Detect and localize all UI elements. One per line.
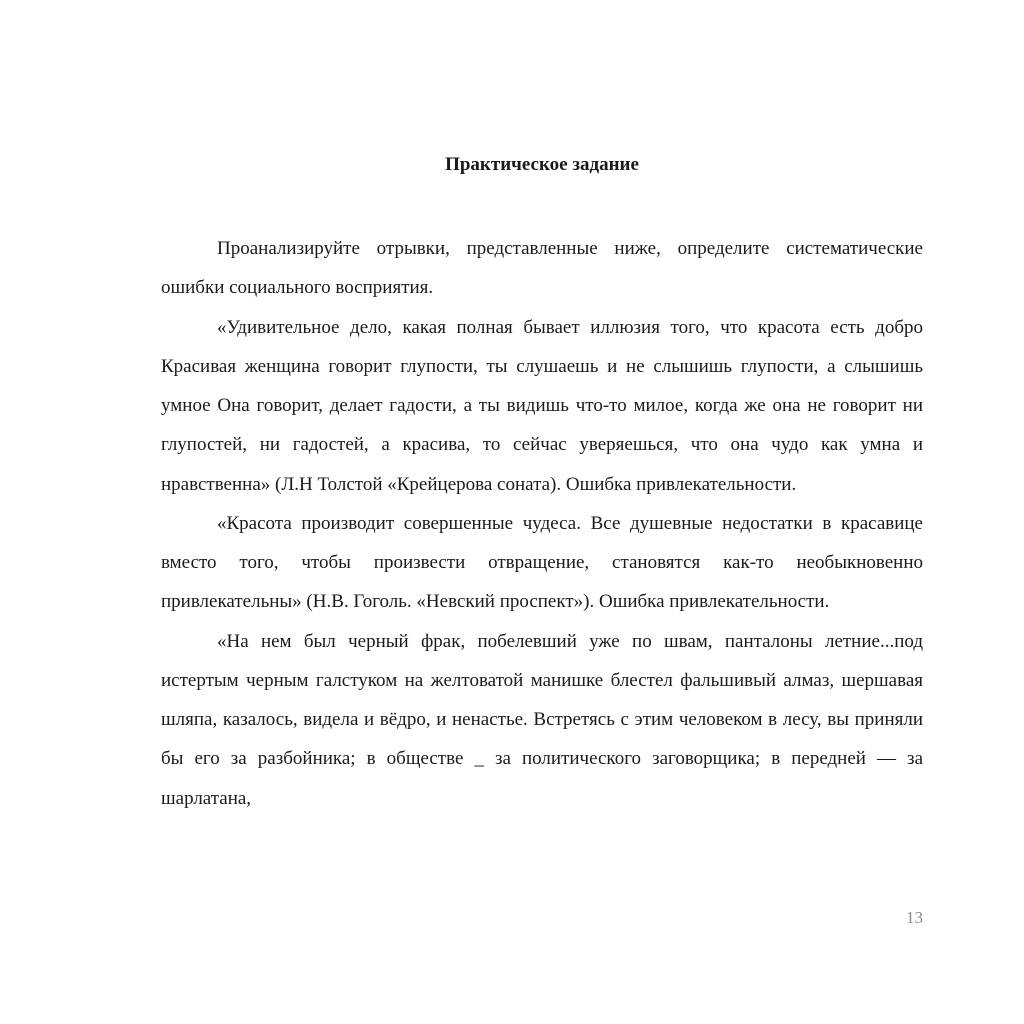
page-title: Практическое задание <box>445 154 639 175</box>
paragraph-quote-portrait: «На нем был черный фрак, побелевший уже по швам, панталоны летние...под истертым черным галстуком на желтоватой манишке блестел фальшивый алмаз, шершавая шляпа, казалось, видела и вёдро, и ненастье. Встретясь с этим человеком в лесу, вы приняли бы его за разбойника; в обществе _ за политического заговорщика; в передней — за шарлатана, <box>161 630 923 809</box>
paragraph-quote-gogol: «Красота производит совершенные чудеса. Все душевные недостатки в красавице вместо того, чтобы произвести отвращение, становятся как-то необыкновенно привлекательны» (Н.В. Гоголь. «Невский проспект»). Ошибка привлекательности. <box>161 512 923 613</box>
paragraph-quote-tolstoy: «Удивительное дело, какая полная бывает иллюзия того, что красота есть добро Красивая женщина говорит глупости, ты слушаешь и не слышишь глупости, а слышишь умное Она говорит, делает гадости, а ты видишь что-то милое, когда же она не говорит ни глупостей, ни гадостей, а красива, то сейчас уверяешься, что она чудо как умна и нравственна» (Л.Н Толстой «Крейцерова соната). Ошибка привлекательности. <box>161 316 923 495</box>
paragraph-instructions: Проанализируйте отрывки, представленные ниже, определите систематические ошибки социального восприятия. <box>161 238 923 299</box>
document-body <box>161 229 923 818</box>
page-number: 13 <box>906 908 923 927</box>
